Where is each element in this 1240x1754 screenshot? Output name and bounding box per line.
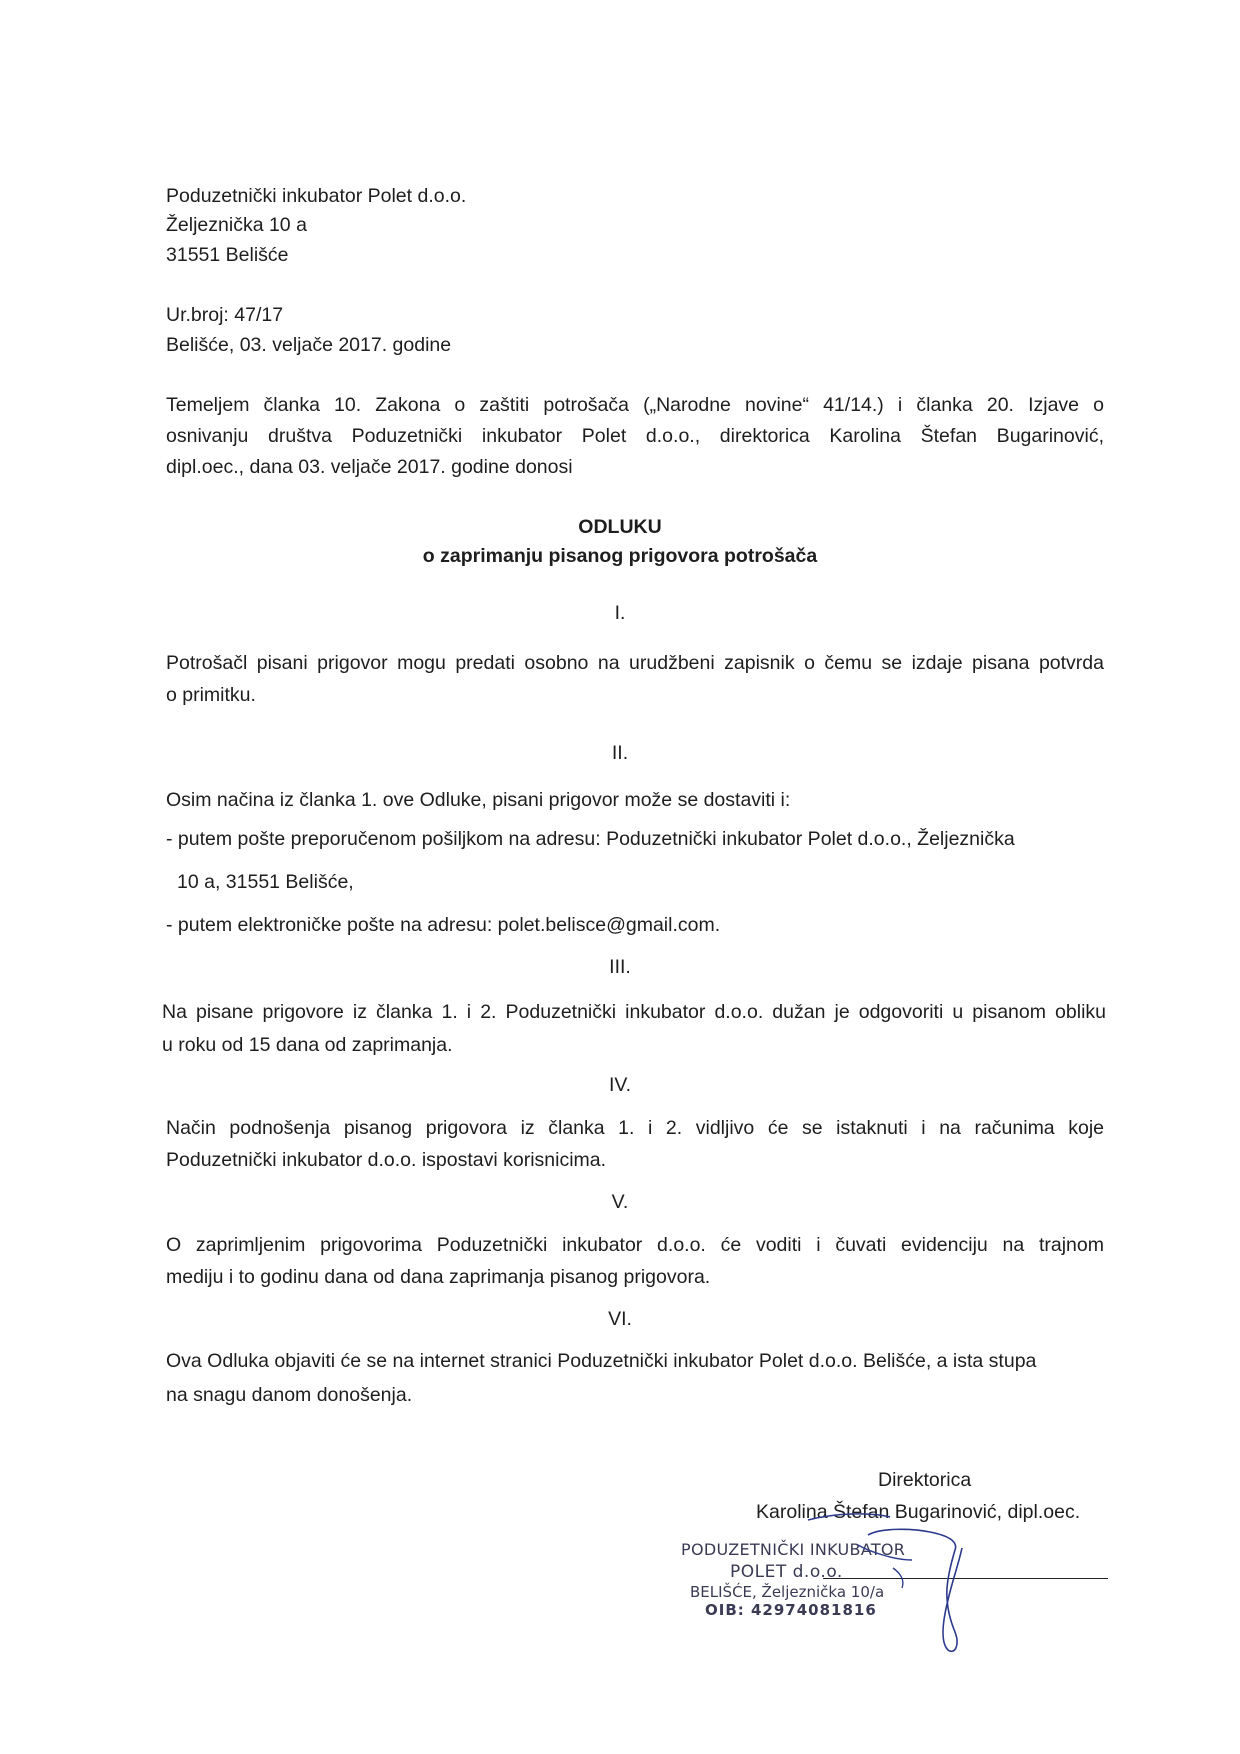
article-5-line-2: mediju i to godinu dana od dana zaprimanja pisanog prigovora. [166,1266,711,1288]
company-street: Željeznička 10 a [166,214,307,236]
company-name: Poduzetnički inkubator Polet d.o.o. [166,185,467,207]
stamp-line-4: OIB: 42974081816 [705,1601,877,1619]
preamble-line-1: Temeljem članka 10. Zakona o zaštiti potrošača („Narodne novine“ 41/14.) i članka 20. Izjave o [166,394,1104,416]
article-number-2: II. [611,742,629,764]
article-number-5: V. [611,1191,629,1213]
article-2-line-2: - putem pošte preporučenom pošiljkom na adresu: Poduzetnički inkubator Polet d.o.o., Željeznička [166,828,1015,850]
article-6-line-2: na snagu danom donošenja. [166,1384,413,1406]
article-4-line-2: Poduzetnički inkubator d.o.o. ispostavi korisnicima. [166,1149,607,1171]
article-2-line-1: Osim načina iz članka 1. ove Odluke, pisani prigovor može se dostaviti i: [166,789,791,811]
article-6-line-1: Ova Odluka objaviti će se na internet stranici Poduzetnički inkubator Polet d.o.o. Belišće, a ista stupa [166,1350,1037,1372]
article-number-1: I. [614,602,626,624]
signatory-name: Karolina Štefan Bugarinović, dipl.oec. [756,1501,1081,1523]
company-city: 31551 Belišće [166,244,289,266]
preamble-line-3: dipl.oec., dana 03. veljače 2017. godine donosi [166,456,573,478]
document-title: ODLUKU [578,516,662,538]
article-1-line-1: Potrošačl pisani prigovor mogu predati osobno na urudžbeni zapisnik o čemu se izdaje pisana potvrda [166,652,1104,674]
stamp-line-2: POLET d.o.o. [730,1562,843,1582]
article-3-line-2: u roku od 15 dana od zaprimanja. [162,1034,453,1056]
reference-number: Ur.broj: 47/17 [166,304,284,326]
article-3-line-1: Na pisane prigovore iz članka 1. i 2. Poduzetnički inkubator d.o.o. dužan je odgovoriti u pisanom obliku [162,1001,1106,1023]
preamble-line-2: osnivanju društva Poduzetnički inkubator Polet d.o.o., direktorica Karolina Štefan Bugarinović, [166,425,1104,447]
article-number-3: III. [609,956,631,978]
document-subtitle: o zaprimanju pisanog prigovora potrošača [422,545,818,567]
article-2-line-4: - putem elektroničke pošte na adresu: polet.belisce@gmail.com. [166,914,721,936]
article-1-line-2: o primitku. [166,684,256,706]
article-number-6: VI. [608,1308,632,1330]
article-2-line-3: 10 a, 31551 Belišće, [177,871,354,893]
stamp-line-1: PODUZETNIČKI INKUBATOR [681,1540,906,1559]
article-number-4: IV. [608,1074,632,1096]
article-4-line-1: Način podnošenja pisanog prigovora iz članka 1. i 2. vidljivo će se istaknuti i na računima koje [166,1117,1104,1139]
signatory-role: Direktorica [878,1469,972,1491]
place-and-date: Belišće, 03. veljače 2017. godine [166,334,452,356]
stamp-line-3: BELIŠĆE, Željeznička 10/a [690,1583,885,1601]
article-5-line-1: O zaprimljenim prigovorima Poduzetnički inkubator d.o.o. će voditi i čuvati evidenciju na trajnom [166,1234,1104,1256]
signature-line [823,1578,1108,1579]
